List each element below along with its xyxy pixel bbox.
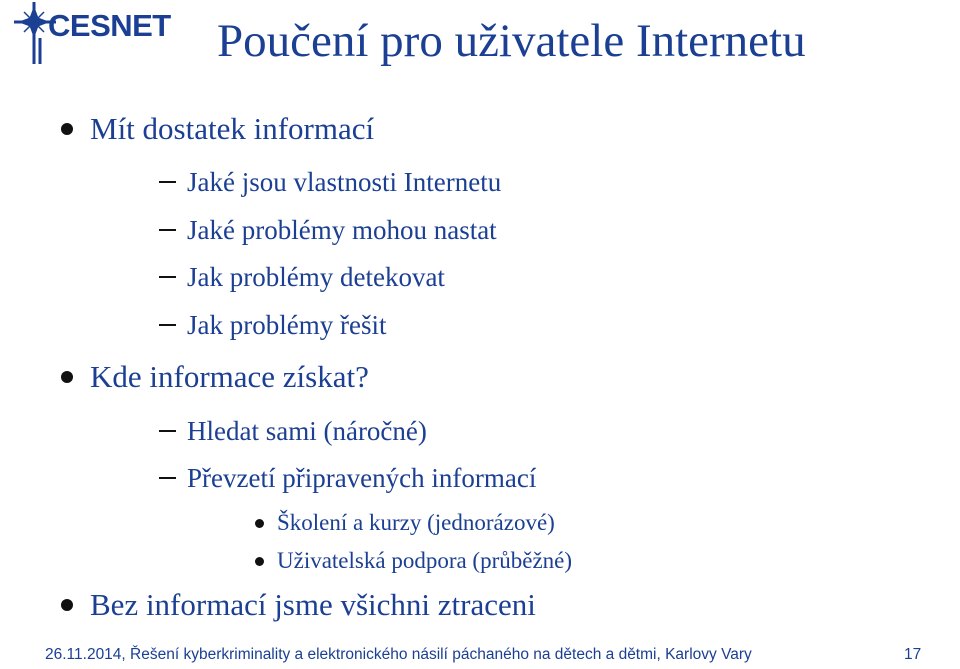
bullet-dot [255,557,264,566]
dash-marker [159,430,176,432]
sub-bullet-item: Jaké jsou vlastnosti Internetu [187,167,502,197]
logo-text: CESNET [48,8,171,43]
bullet-dot [61,599,73,611]
sub-bullet-item: Hledat sami (náročné) [187,416,427,446]
bullet-item: Bez informací jsme všichni ztraceni [90,587,536,622]
footer-text: 26.11.2014, Řešení kyberkriminality a elektronického násilí páchaného na dětech a dětmi, Karlovy Vary [45,646,752,663]
bullet-item: Mít dostatek informací [90,111,375,146]
sub-bullet-item: Jaké problémy mohou nastat [187,215,497,245]
sub-bullet-item: Převzetí připravených informací [187,463,537,493]
dash-marker [159,324,176,326]
bullet-dot [61,371,73,383]
bullet-item: Kde informace získat? [90,359,369,394]
bullet-dot [255,519,264,528]
sub-bullet-item: Jak problémy detekovat [187,262,445,292]
sub-sub-bullet-item: Uživatelská podpora (průběžné) [277,548,573,573]
dash-marker [159,229,176,231]
dash-marker [159,276,176,278]
cesnet-logo [14,2,184,64]
sub-sub-bullet-item: Školení a kurzy (jednorázové) [277,510,555,535]
dash-marker [159,477,176,479]
slide-title: Poučení pro uživatele Internetu [217,15,806,67]
page-number: 17 [904,646,922,663]
dash-marker [159,181,176,183]
sub-bullet-item: Jak problémy řešit [187,310,387,340]
bullet-dot [61,123,73,135]
